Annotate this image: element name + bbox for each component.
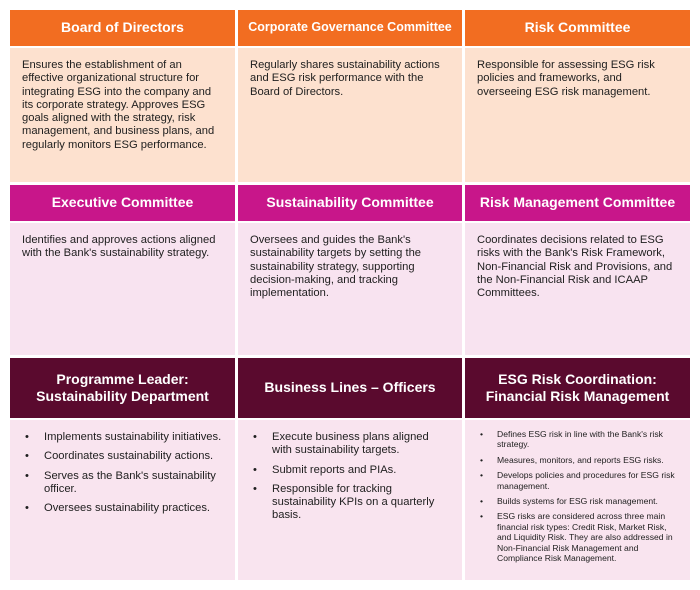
list-item: • Serves as the Bank's sustainability officer. [22, 470, 223, 497]
risk-committee-body [465, 48, 690, 182]
programme-leader-header [10, 358, 235, 418]
list-item: • Responsible for tracking sustainability KPIs on a quarterly basis. [250, 483, 450, 523]
sustainability-committee-body [238, 223, 462, 355]
business-lines-title: Business Lines – Officers [264, 379, 436, 396]
list-item: • Oversees sustainability practices. [22, 502, 223, 515]
board-of-directors-header [10, 10, 235, 46]
risk-committee-header [465, 10, 690, 46]
board-of-directors-title: Board of Directors [61, 19, 184, 36]
corporate-governance-text: Regularly shares sustainability actions and ESG risk performance with the Board of Directors. [250, 59, 440, 98]
programme-leader-body [10, 420, 235, 580]
board-of-directors-body [10, 48, 235, 182]
programme-leader-list [22, 431, 223, 515]
list-item: • Coordinates sustainability actions. [22, 450, 223, 463]
list-item: • Execute business plans aligned with sustainability targets. [250, 431, 450, 458]
board-of-directors-text: Ensures the establishment of an effective organizational structure for integrating ESG into the company and its corporate strategy. Approves ESG goals aligned with the strategy, risk management, and business plans, and regularly monitors ESG performance. [22, 59, 215, 151]
executive-committee-header [10, 185, 235, 221]
business-lines-list [250, 431, 450, 523]
list-item: • Implements sustainability initiatives. [22, 431, 223, 444]
executive-committee-body [10, 223, 235, 355]
risk-committee-title: Risk Committee [524, 19, 631, 36]
esg-risk-coordination-title-line1: ESG Risk Coordination: [498, 370, 657, 387]
list-item: • Builds systems for ESG risk management. [477, 496, 680, 506]
risk-management-committee-body [465, 223, 690, 355]
corporate-governance-body [238, 48, 462, 182]
programme-leader-title-line1: Programme Leader: [56, 370, 189, 387]
list-item: • Develops policies and procedures for ESG risk management. [477, 470, 680, 491]
business-lines-header [238, 358, 462, 418]
risk-management-committee-text: Coordinates decisions related to ESG risks with the Bank's Risk Framework, Non-Financial Risk and Provisions, and the Non-Financial Risk and ICAAP Committees. [477, 234, 673, 300]
risk-committee-text: Responsible for assessing ESG risk policies and frameworks, and overseeing ESG risk management. [477, 59, 655, 98]
sustainability-committee-text: Oversees and guides the Bank's sustainability targets by setting the sustainability strategy, supporting decision-making, and tracking implementation. [250, 234, 422, 300]
esg-risk-coordination-list [477, 429, 680, 563]
list-item: • Measures, monitors, and reports ESG risks. [477, 455, 680, 465]
risk-management-committee-title: Risk Management Committee [479, 194, 676, 211]
risk-management-committee-header [465, 185, 690, 221]
esg-risk-coordination-header [465, 358, 690, 418]
sustainability-committee-header [238, 185, 462, 221]
programme-leader-title-line2: Sustainability Department [36, 388, 209, 404]
executive-committee-text: Identifies and approves actions aligned with the Bank's sustainability strategy. [22, 234, 216, 260]
business-lines-body [238, 420, 462, 580]
executive-committee-title: Executive Committee [51, 194, 194, 211]
esg-risk-coordination-body [465, 420, 690, 580]
list-item: • ESG risks are considered across three main financial risk types: Credit Risk, Market Risk, and Liquidity Risk. They are also addressed in Non-Financial Risk Management and Compliance Risk Management. [477, 511, 680, 563]
corporate-governance-title: Corporate Governance Committee [248, 20, 452, 35]
list-item: • Defines ESG risk in line with the Bank's risk strategy. [477, 429, 680, 450]
list-item: • Submit reports and PIAs. [250, 464, 450, 477]
esg-risk-coordination-title-line2: Financial Risk Management [485, 388, 670, 404]
corporate-governance-header [238, 10, 462, 46]
sustainability-committee-title: Sustainability Committee [266, 194, 434, 211]
